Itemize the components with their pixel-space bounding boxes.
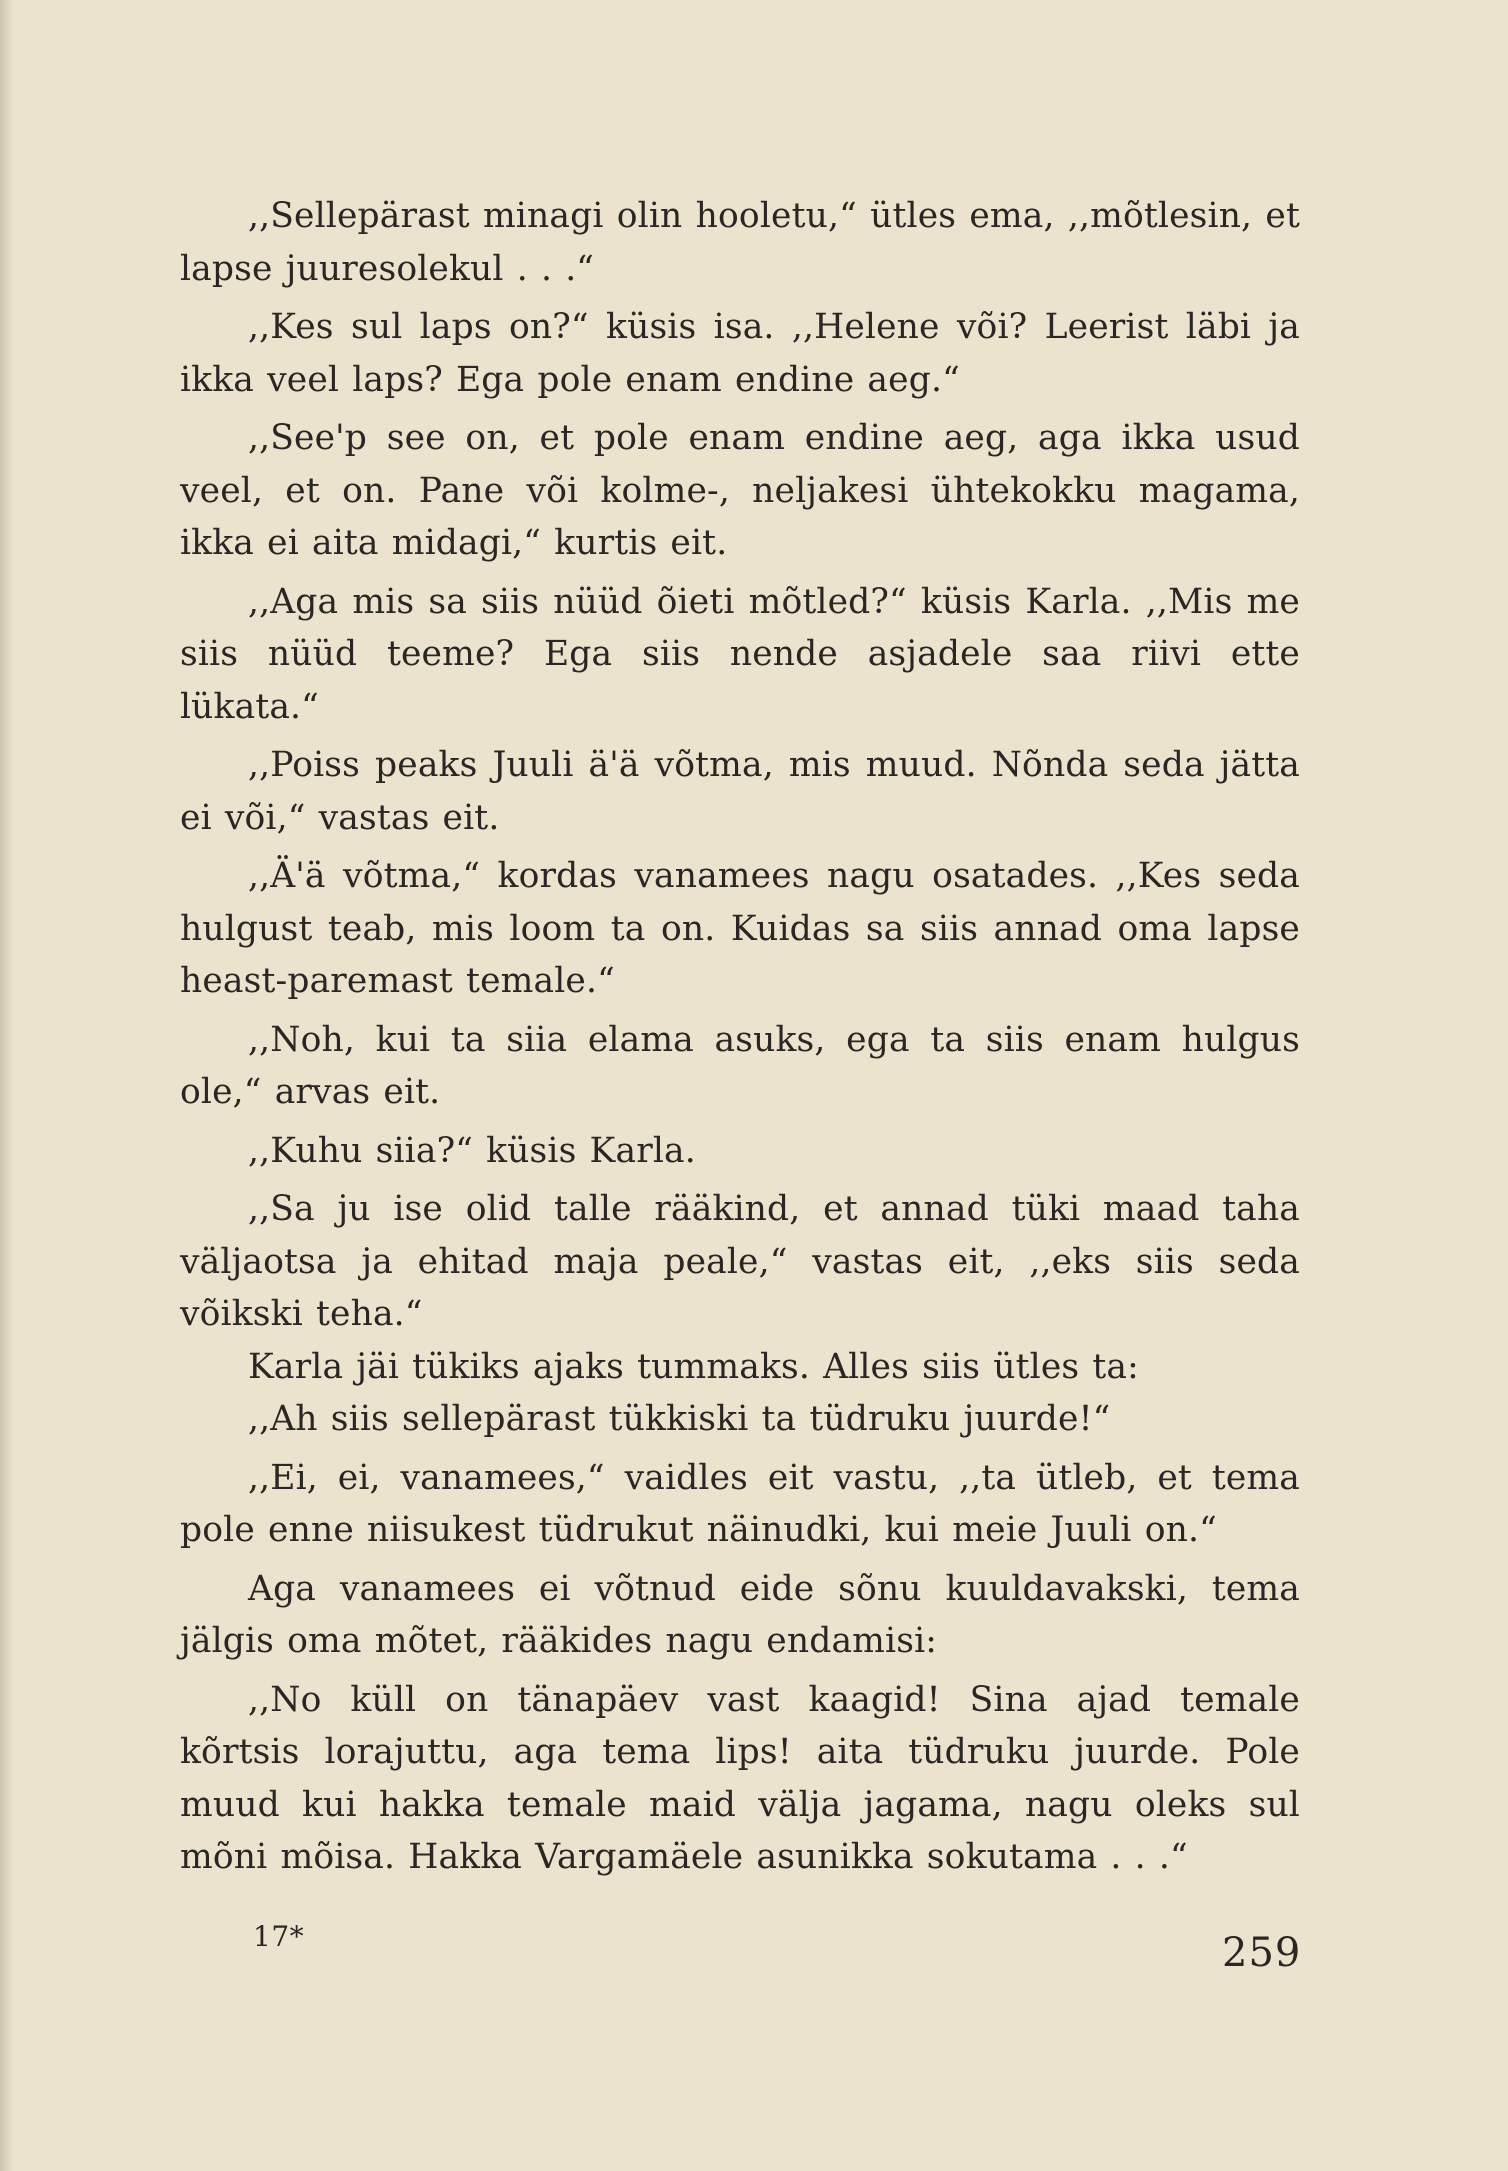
paragraph: ,,Noh, kui ta siia elama asuks, ega ta siis enam hulgus ole,“ arvas eit. [180, 1019, 1300, 1112]
paragraph: ,,Ei, ei, vanamees,“ vaidles eit vastu, ,,ta ütleb, et tema pole enne niisukest tüdrukut näinudki, kui meie Juuli on.“ [180, 1457, 1300, 1550]
paragraph: ,,No küll on tänapäev vast kaagid! Sina ajad temale kõrtsis lorajuttu, aga tema lips! aita tüdruku juurde. Pole muud kui hakka temale maid välja jagama, nagu oleks sul mõni mõisa. Hakka Vargamäele asunikka sokutama . . .“ [180, 1679, 1300, 1877]
page-body-text [180, 190, 1300, 1884]
paragraph: ,,Poiss peaks Juuli ä'ä võtma, mis muud. Nõnda seda jätta ei või,“ vastas eit. [180, 745, 1300, 838]
paragraph: ,,Ä'ä võtma,“ kordas vanamees nagu osatades. ,,Kes seda hulgust teab, mis loom ta on. Kuidas sa siis annad oma lapse heast-paremast temale.“ [180, 856, 1300, 1001]
paragraph: ,,See'p see on, et pole enam endine aeg, aga ikka usud veel, et on. Pane või kolme-, neljakesi ühtekokku magama, ikka ei aita midagi,“ kurtis eit. [180, 418, 1300, 563]
paragraph: ,,Kes sul laps on?“ küsis isa. ,,Helene või? Leerist läbi ja ikka veel laps? Ega pole enam endine aeg.“ [180, 307, 1300, 400]
paragraph: ,,Ah siis sellepärast tükkiski ta tüdruku juurde!“ [248, 1399, 1111, 1439]
paragraph: ,,Sellepärast minagi olin hooletu,“ ütles ema, ,,mõtlesin, et lapse juuresolekul . . .“ [180, 196, 1300, 289]
paragraph: Karla jäi tükiks ajaks tummaks. Alles siis ütles ta: [248, 1346, 1139, 1387]
page-edge-shadow [0, 0, 14, 2171]
paragraph: ,,Kuhu siia?“ küsis Karla. [248, 1130, 696, 1171]
signature-mark: 17* [253, 1920, 305, 1953]
paragraph: Aga vanamees ei võtnud eide sõnu kuuldavakski, tema jälgis oma mõtet, rääkides nagu endamisi: [180, 1568, 1300, 1661]
paragraph: ,,Sa ju ise olid talle rääkind, et annad tüki maad taha väljaotsa ja ehitad maja peale,“ vastas eit, ,,eks siis seda võikski teha.“ [180, 1189, 1300, 1334]
page-number: 259 [1222, 1930, 1302, 1976]
paragraph: ,,Aga mis sa siis nüüd õieti mõtled?“ küsis Karla. ,,Mis me siis nüüd teeme? Ega siis nende asjadele saa riivi ette lükata.“ [180, 581, 1300, 727]
